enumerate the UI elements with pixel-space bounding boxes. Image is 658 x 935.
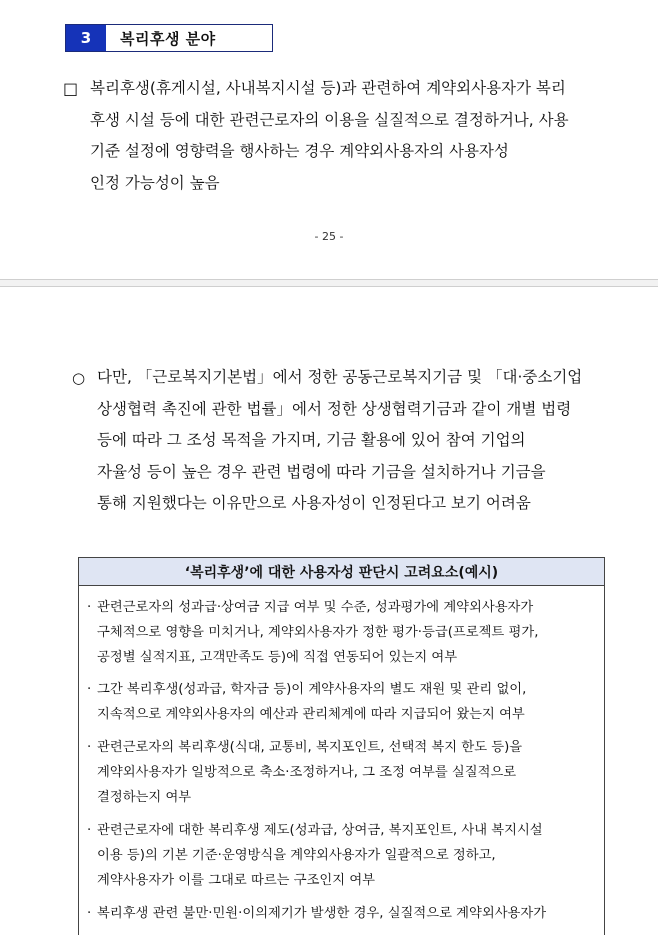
box-item	[87, 677, 526, 727]
considerations-box	[78, 557, 605, 935]
box-item	[87, 735, 522, 810]
box-item-line: 관련근로자의 복리후생(식대, 교통비, 복지포인트, 선택적 복지 한도 등)을	[97, 740, 523, 755]
box-title: ‘복리후생’에 대한 사용자성 판단시 고려요소(예시)	[79, 558, 604, 586]
box-item-line: 관련근로자의 성과급·상여금 지급 여부 및 수준, 성과평가에 계약외사용자가	[97, 600, 534, 615]
section-title: 복리후생 분야	[120, 29, 216, 48]
box-item	[87, 595, 538, 670]
page-top	[0, 0, 658, 279]
dot-bullet-icon: ·	[87, 682, 92, 697]
second-paragraph	[97, 362, 607, 520]
dot-bullet-icon: ·	[87, 906, 92, 921]
page-number: - 25 -	[314, 230, 344, 243]
box-item-line: 복리후생 관련 불만·민원·이의제기가 발생한 경우, 실질적으로 계약외사용자가	[97, 906, 547, 921]
box-item	[87, 901, 546, 926]
paragraph-line: 복리후생(휴게시설, 사내복지시설 등)과 관련하여 계약외사용자가 복리	[90, 79, 566, 97]
section-number: 3	[66, 25, 106, 51]
page-separator	[0, 279, 658, 287]
dot-bullet-icon: ·	[87, 740, 92, 755]
box-item-line: 그간 복리후생(성과급, 학자금 등)이 계약사용자의 별도 재원 및 관리 없이,	[97, 682, 527, 697]
box-item-line: 계약사용자가 이를 그대로 따르는 구조인지 여부	[97, 873, 376, 888]
box-item-line: 이용 등)의 기본 기준·운영방식을 계약외사용자가 일괄적으로 정하고,	[97, 848, 496, 863]
paragraph-line: 통해 지원했다는 이유만으로 사용자성이 인정된다고 보기 어려움	[97, 494, 531, 512]
box-item-line: 공정별 실적지표, 고객만족도 등)에 직접 연동되어 있는지 여부	[97, 650, 458, 665]
square-bullet-icon: □	[63, 79, 79, 98]
top-paragraph	[90, 73, 605, 199]
paragraph-line: 후생 시설 등에 대한 관련근로자의 이용을 실질적으로 결정하거나, 사용	[90, 110, 569, 129]
paragraph-line: 등에 따라 그 조성 목적을 가지며, 기금 활용에 있어 참여 기업의	[97, 431, 526, 449]
paragraph-line: 자율성 등이 높은 경우 관련 법령에 따라 기금을 설치하거나 기금을	[97, 462, 546, 481]
paragraph-line: 기준 설정에 영향력을 행사하는 경우 계약외사용자의 사용자성	[90, 142, 509, 160]
box-item-line: 구체적으로 영향을 미치거나, 계약외사용자가 정한 평가·등급(프로젝트 평가,	[97, 625, 539, 640]
box-item-line: 지속적으로 계약외사용자의 예산과 관리체계에 따라 지급되어 왔는지 여부	[97, 707, 525, 722]
paragraph-line: 다만, 「근로복지기본법」에서 정한 공동근로복지기금 및 「대·중소기업	[97, 368, 583, 386]
section-header	[65, 24, 273, 52]
box-item-line: 결정하는지 여부	[97, 790, 192, 805]
paragraph-line: 상생협력 촉진에 관한 법률」에서 정한 상생협력기금과 같이 개별 법령	[97, 399, 572, 418]
dot-bullet-icon: ·	[87, 600, 92, 615]
dot-bullet-icon: ·	[87, 823, 92, 838]
box-item-line: 계약외사용자가 일방적으로 축소·조정하거나, 그 조정 여부를 실질적으로	[97, 765, 517, 780]
box-item	[87, 818, 543, 893]
circle-bullet-icon: ○	[72, 369, 86, 387]
paragraph-line: 인정 가능성이 높음	[90, 173, 220, 192]
box-item-line: 관련근로자에 대한 복리후생 제도(성과급, 상여금, 복지포인트, 사내 복지시설	[97, 823, 543, 838]
